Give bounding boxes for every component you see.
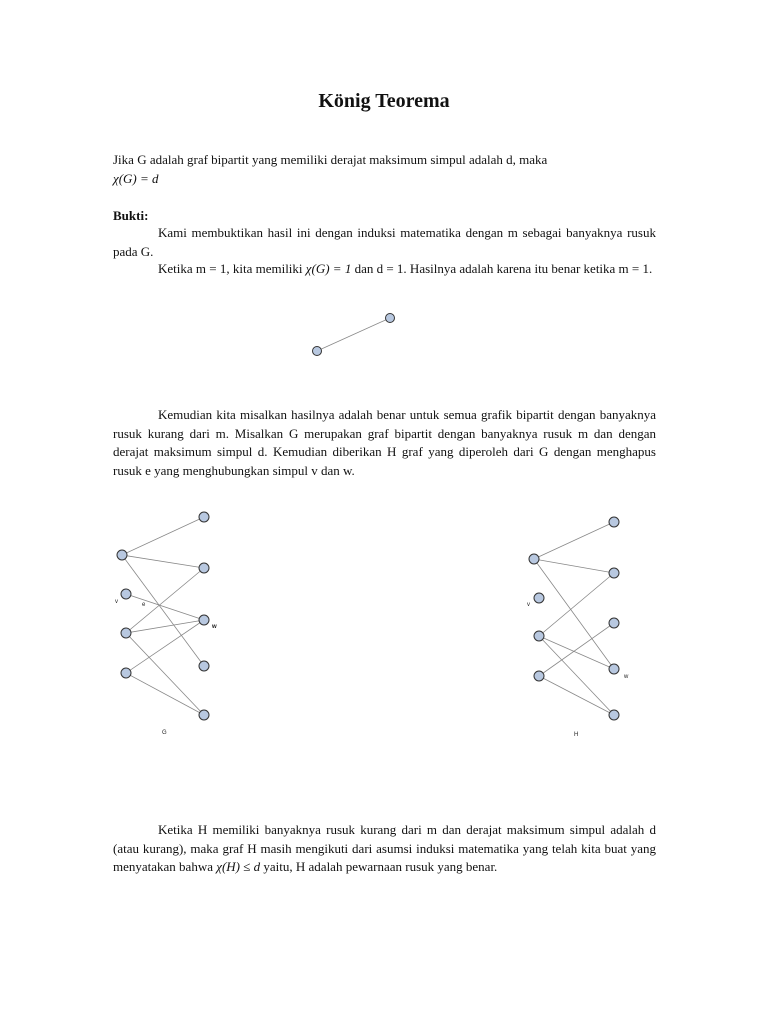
graph-edge: [122, 555, 204, 666]
proof-p3-text: Kemudian kita misalkan hasilnya adalah benar untuk semua grafik bipartit dengan banyaknya rusuk kurang dari m. Misalkan G merupakan graf bipartit dengan banyaknya rusuk m dan dengan derajat maksimum simpul d. Kemudian diberikan H graf yang diperoleh dari G dengan menghapus rusuk e yang menghubungkan simpul v dan w.: [113, 407, 656, 478]
graph-node: [199, 615, 209, 625]
graph-G-label-v: v: [115, 599, 118, 605]
graph-node: [199, 661, 209, 671]
proof-p4-formula: χ(H) ≤ d: [216, 859, 261, 874]
graph-H-label-w: w: [624, 674, 629, 680]
proof-p2-before: Ketika m = 1, kita memiliki: [158, 261, 303, 276]
graph-node: [534, 671, 544, 681]
graph-edge: [317, 318, 390, 351]
graph-node: [609, 710, 619, 720]
single-edge-graph: [313, 314, 395, 356]
graph-node: [609, 618, 619, 628]
graph-H: [527, 517, 629, 738]
graph-H-label-name: H: [574, 732, 579, 738]
graph-node: [117, 550, 127, 560]
graph-node: [121, 628, 131, 638]
graph-node: [609, 517, 619, 527]
page-title: König Teorema: [318, 90, 450, 112]
graph-edge: [534, 559, 614, 669]
graph-edge: [539, 676, 614, 715]
graph-G-label-e: e: [142, 602, 146, 608]
graph-edge: [539, 636, 614, 669]
proof-p1-text: Kami membuktikan hasil ini dengan induksi matematika dengan m sebagai banyaknya rusuk pada G.: [113, 225, 656, 259]
graph-edge: [534, 522, 614, 559]
graph-edge: [539, 573, 614, 636]
graph-edge: [126, 620, 204, 633]
graph-node: [313, 347, 322, 356]
graph-G-label-w: w: [212, 624, 217, 630]
graph-edge: [122, 555, 204, 568]
graph-edge: [539, 636, 614, 715]
graph-edge: [126, 633, 204, 715]
graph-node: [199, 563, 209, 573]
graph-G-label-name: G: [162, 730, 167, 736]
graph-edge: [534, 559, 614, 573]
graph-edge: [126, 620, 204, 673]
graph-node: [529, 554, 539, 564]
proof-p2-after: dan d = 1. Hasilnya adalah karena itu benar ketika m = 1.: [354, 261, 653, 276]
proof-p4-after: yaitu, H adalah pewarnaan rusuk yang benar.: [263, 859, 498, 874]
graph-node: [609, 664, 619, 674]
graph-node: [534, 593, 544, 603]
graph-G: [115, 512, 217, 736]
proof-p4-before: Ketika H memiliki banyaknya rusuk kurang dari m dan derajat maksimum simpul adalah d (atau kurang), maka graf H masih mengikuti dari asumsi induksi matematika yang telah kita buat yang menyatakan bahwa: [113, 822, 656, 874]
graph-node: [609, 568, 619, 578]
graph-edge: [122, 517, 204, 555]
graph-H-label-v: v: [527, 602, 530, 608]
graph-edge: [126, 594, 204, 620]
graph-edge: [126, 673, 204, 715]
graph-node: [199, 512, 209, 522]
graph-node: [121, 668, 131, 678]
graph-node: [534, 631, 544, 641]
proof-p2-formula: χ(G) = 1: [305, 261, 352, 276]
intro-formula: χ(G) = d: [113, 170, 159, 186]
intro-text: Jika G adalah graf bipartit yang memiliki derajat maksimum simpul adalah d, maka: [113, 152, 548, 167]
graph-node: [199, 710, 209, 720]
proof-heading-text: Bukti:: [113, 208, 149, 223]
graph-edge: [126, 568, 204, 633]
graph-node: [386, 314, 395, 323]
graph-edge: [539, 623, 614, 676]
graph-node: [121, 589, 131, 599]
